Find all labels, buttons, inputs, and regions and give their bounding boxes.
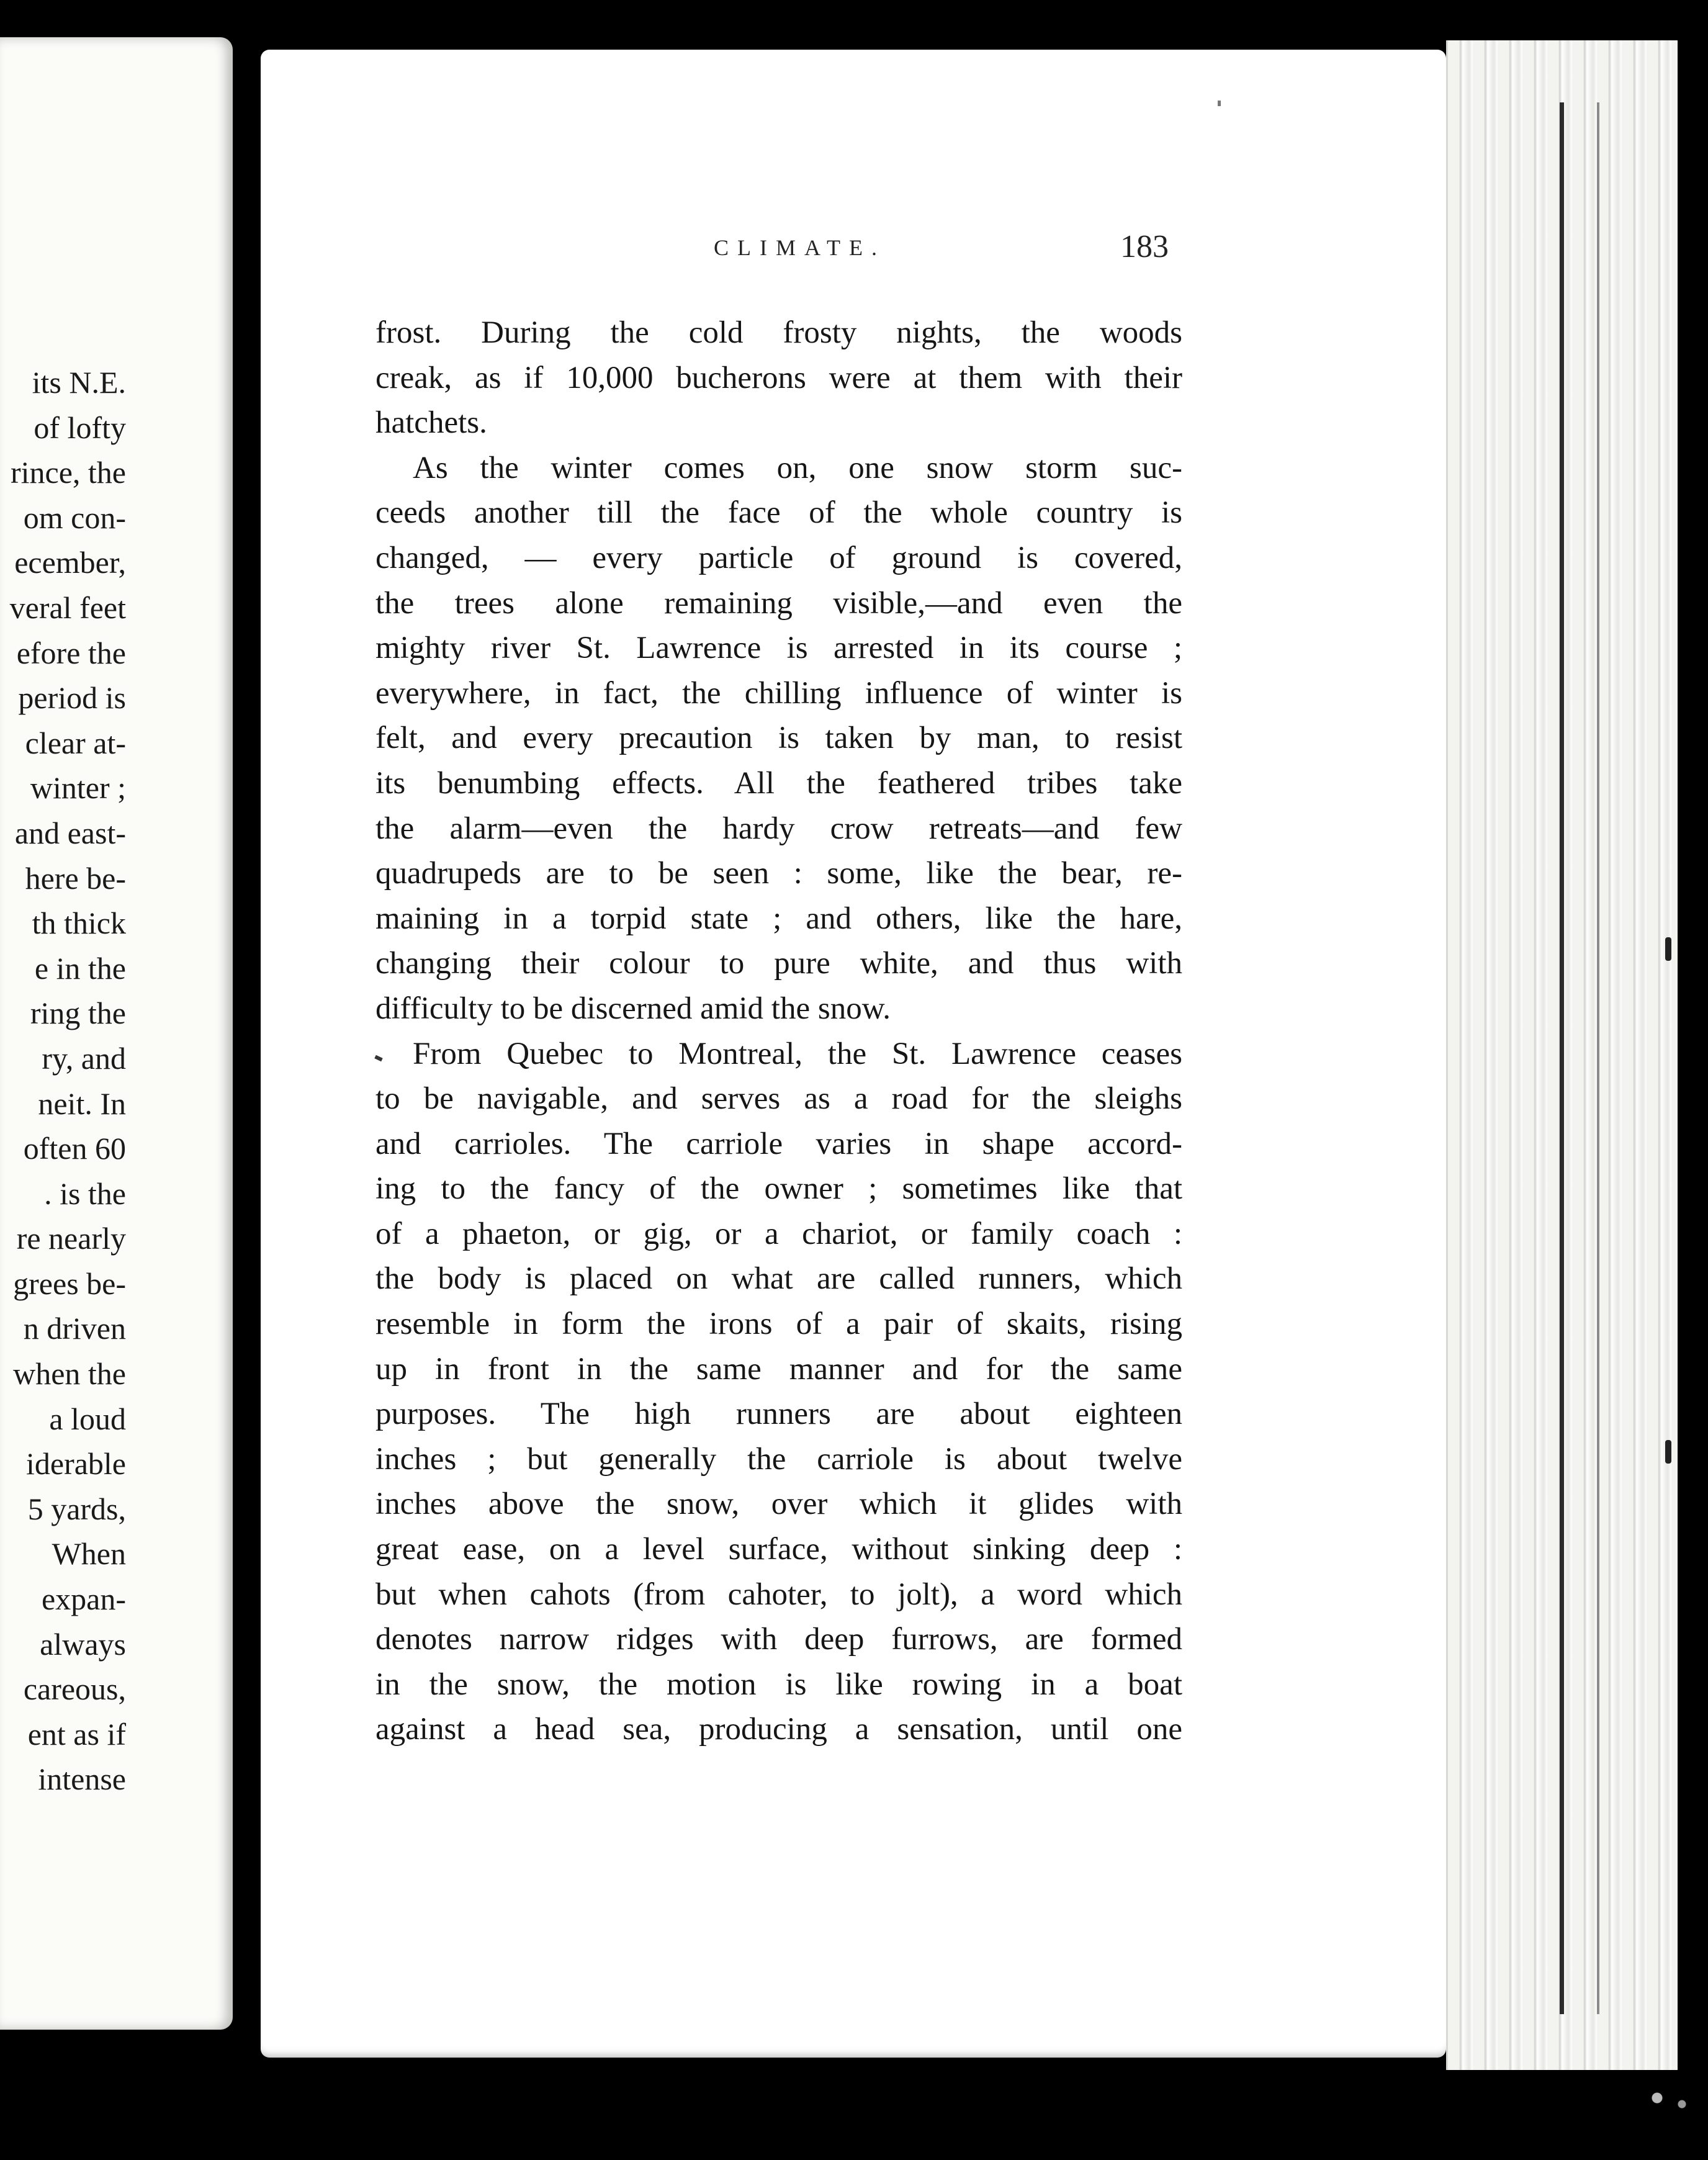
text-line: As the winter comes on, one snow storm suc- (413, 450, 1182, 485)
left-line: a loud (49, 1401, 126, 1436)
left-line: of lofty (34, 410, 126, 445)
left-line: and east- (14, 815, 126, 850)
text-line: changed, — every particle of ground is covered, (375, 540, 1182, 575)
text-line: the alarm—even the hardy crow retreats—and few (375, 811, 1182, 846)
right-page-text (375, 310, 1182, 1752)
edge-tab-mark (1665, 937, 1671, 961)
left-line: iderable (25, 1446, 126, 1482)
left-line: when the (13, 1356, 126, 1392)
page-number: 183 (1120, 229, 1169, 264)
left-line: ecember, (14, 545, 126, 580)
left-line: When (52, 1536, 126, 1572)
text-line: changing their colour to pure white, and thus with (375, 946, 1182, 981)
left-line: ry, and (42, 1040, 126, 1076)
left-line: n driven (23, 1311, 126, 1346)
text-line: everywhere, in fact, the chilling influence of winter is (375, 675, 1182, 711)
text-line: the body is placed on what are called runners, which (375, 1261, 1182, 1297)
text-line: maining in a torpid state ; and others, like the hare, (375, 901, 1182, 936)
left-line: its N.E. (32, 365, 126, 400)
left-line: here be- (25, 860, 126, 896)
left-page-text (0, 360, 126, 1802)
left-line: th thick (32, 906, 126, 941)
text-line: creak, as if 10,000 bucherons were at them with their (375, 360, 1182, 395)
left-line: om con- (23, 500, 126, 535)
text-line: and carrioles. The carriole varies in shape accord- (375, 1126, 1182, 1161)
text-line: denotes narrow ridges with deep furrows, are formed (375, 1622, 1182, 1657)
left-line: always (40, 1626, 126, 1662)
edge-shadow-line (1560, 102, 1564, 2014)
left-line: rince, the (10, 455, 126, 490)
left-line: 5 yards, (27, 1491, 126, 1526)
text-line: up in front in the same manner and for the same (375, 1351, 1182, 1387)
left-line: expan- (41, 1582, 126, 1617)
text-line: mighty river St. Lawrence is arrested in its course ; (375, 631, 1182, 666)
text-line: ing to the fancy of the owner ; sometimes like that (375, 1171, 1182, 1207)
text-line: felt, and every precaution is taken by man, to resist (375, 721, 1182, 756)
left-line: period is (18, 680, 126, 716)
left-line: intense (38, 1762, 126, 1797)
paper-speck (1218, 101, 1221, 106)
text-line: resemble in form the irons of a pair of skaits, rising (375, 1307, 1182, 1342)
running-head: CLIMATE. (714, 235, 886, 260)
left-line: ent as if (27, 1716, 126, 1752)
book-gutter (235, 56, 259, 2017)
text-line: of a phaeton, or gig, or a chariot, or family coach : (375, 1216, 1182, 1251)
left-line: . is the (44, 1176, 126, 1211)
left-line: winter ; (30, 770, 126, 806)
text-line: hatchets. (375, 405, 487, 441)
text-line: in the snow, the motion is like rowing in a boat (375, 1667, 1182, 1702)
left-line: neit. In (38, 1086, 126, 1121)
edge-tab-mark (1665, 1440, 1671, 1464)
text-line: great ease, on a level surface, without sinking deep : (375, 1532, 1182, 1567)
text-line: quadrupeds are to be seen : some, like the bear, re- (375, 856, 1182, 891)
text-line: difficulty to be discerned amid the snow. (375, 991, 891, 1026)
left-line: e in the (34, 950, 126, 986)
text-line: frost. During the cold frosty nights, the woods (375, 315, 1182, 350)
left-page (0, 37, 233, 2030)
text-line: inches above the snow, over which it glides with (375, 1487, 1182, 1522)
text-line: From Quebec to Montreal, the St. Lawrence ceases (413, 1036, 1182, 1071)
page-edges (1446, 40, 1678, 2070)
text-line: ceeds another till the face of the whole country is (375, 495, 1182, 531)
left-line: grees be- (13, 1266, 126, 1301)
text-line: but when cahots (from cahoter, to jolt), a word which (375, 1577, 1182, 1612)
left-line: veral feet (9, 590, 126, 625)
left-line: ring the (30, 996, 126, 1031)
corner-specks (1645, 2086, 1701, 2123)
left-line: efore the (16, 635, 126, 670)
edge-shadow-line (1597, 102, 1599, 2014)
text-line: against a head sea, producing a sensation, until one (375, 1712, 1182, 1747)
left-line: clear at- (25, 725, 126, 760)
left-line: careous, (23, 1672, 126, 1707)
text-line: its benumbing effects. All the feathered tribes take (375, 765, 1182, 801)
left-line: often 60 (23, 1131, 126, 1166)
left-line: re nearly (16, 1221, 126, 1256)
text-line: inches ; but generally the carriole is about twelve (375, 1441, 1182, 1477)
text-line: purposes. The high runners are about eighteen (375, 1397, 1182, 1432)
text-line: the trees alone remaining visible,—and even the (375, 585, 1182, 621)
text-line: to be navigable, and serves as a road for the sleighs (375, 1081, 1182, 1117)
